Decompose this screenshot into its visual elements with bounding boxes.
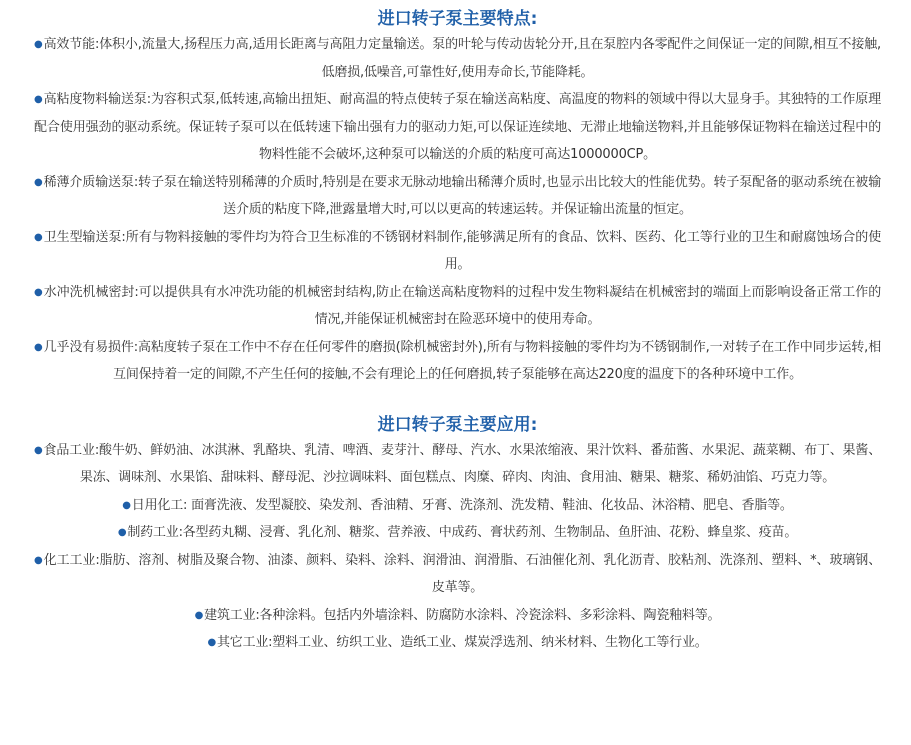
- bullet-dot-icon: ●: [207, 637, 216, 648]
- bullet-dot-icon: ●: [117, 527, 127, 538]
- features-title: 进口转子泵主要特点:: [377, 9, 538, 29]
- feature-item: ●高粘度物料输送泵:为容积式泵,低转速,高输出扭矩、耐高温的特点使转子泵在输送高粘度、高温度的物料的领域中得以大显身手。其独特的工作原理配合使用强劲的驱动系统。保证转子泵可以在低转速下输出强有力的驱动力矩,可以保证连续地、无滞止地输送物料,并且能够保证物料在输送过程中的物料性能不会破坏,这种泵可以输送的介质的粘度可高达1000000CP。: [34, 92, 881, 162]
- applications-title: 进口转子泵主要应用:: [377, 414, 538, 435]
- bullet-dot-icon: ●: [34, 39, 43, 50]
- feature-item: ●几乎没有易损件:高粘度转子泵在工作中不存在任何零件的磨损(除机械密封外),所有与物料接触的零件均为不锈钢制作,一对转子在工作中同步运转,相互间保持着一定的间隙,不产生任何的接触,不会有理论上的任何磨损,转子泵能够在高达220度的温度下的各种环境中工作。: [34, 339, 881, 382]
- feature-item: ●高效节能:体积小,流量大,扬程压力高,适用长距离与高阻力定量输送。泵的叶轮与传动齿轮分开,且在泵腔内各零配件之间保证一定的间隙,相互不接触,低磨损,低噪音,可靠性好,使用寿命长,节能降耗。: [34, 37, 881, 80]
- bullet-dot-icon: ●: [34, 176, 43, 188]
- bullet-dot-icon: ●: [34, 444, 43, 456]
- bullet-dot-icon: ●: [122, 499, 131, 511]
- feature-item: ●稀薄介质输送泵:转子泵在输送特别稀薄的介质时,特别是在要求无脉动地输出稀薄介质时,也显示出比较大的性能优势。转子泵配备的驱动系统在被输送介质的粘度下降,泄露量增大时,可以以更高的转速运转。并保证输出流量的恒定。: [34, 174, 881, 217]
- application-item: ●日用化工: 面膏洗液、发型凝胶、染发剂、香油精、牙膏、洗涤剂、洗发精、鞋油、化妆品、沐浴精、肥皂、香脂等。: [122, 497, 793, 513]
- feature-item: ●水冲洗机械密封:可以提供具有水冲洗功能的机械密封结构,防止在输送高粘度物料的过程中发生物料凝结在机械密封的端面上而影响设备正常工作的情况,并能保证机械密封在险恶环境中的使用寿命。: [34, 284, 881, 327]
- application-item: ●化工工业:脂肪、溶剂、树脂及聚合物、油漆、颜料、染料、涂料、润滑油、润滑脂、石油催化剂、乳化沥青、胶粘剂、洗涤剂、塑料、*、玻璃钢、皮革等。: [34, 552, 882, 595]
- feature-item: ●卫生型输送泵:所有与物料接触的零件均为符合卫生标准的不锈钢材料制作,能够满足所有的食品、饮料、医药、化工等行业的卫生和耐腐蚀场合的使用。: [34, 229, 881, 272]
- bullet-dot-icon: ●: [34, 286, 43, 298]
- application-item: ●其它工业:塑料工业、纺织工业、造纸工业、煤炭浮选剂、纳米材料、生物化工等行业。: [207, 635, 708, 650]
- bullet-dot-icon: ●: [34, 341, 43, 353]
- application-item: ●制药工业:各型药丸糊、浸膏、乳化剂、糖浆、营养液、中成药、膏状药剂、生物制品、鱼肝油、花粉、蜂皇浆、疫苗。: [117, 525, 798, 540]
- bullet-dot-icon: ●: [194, 609, 204, 621]
- bullet-dot-icon: ●: [34, 554, 43, 566]
- bullet-dot-icon: ●: [34, 94, 43, 105]
- features-list: [34, 31, 881, 389]
- bullet-dot-icon: ●: [34, 231, 43, 243]
- application-item: ●建筑工业:各种涂料。包括内外墙涂料、防腐防水涂料、冷瓷涂料、多彩涂料、陶瓷釉料等。: [194, 607, 721, 623]
- applications-list: [34, 437, 881, 657]
- application-item: ●食品工业:酸牛奶、鲜奶油、冰淇淋、乳酪块、乳清、啤酒、麦芽汁、酵母、汽水、水果浓缩液、果汁饮料、番茄酱、水果泥、蔬菜糊、布丁、果酱、果冻、调味剂、水果馅、甜味料、酵母泥、沙拉调味料、面包糕点、肉糜、碎肉、肉油、食用油、糖果、糖浆、稀奶油馅、巧克力等。: [34, 442, 881, 485]
